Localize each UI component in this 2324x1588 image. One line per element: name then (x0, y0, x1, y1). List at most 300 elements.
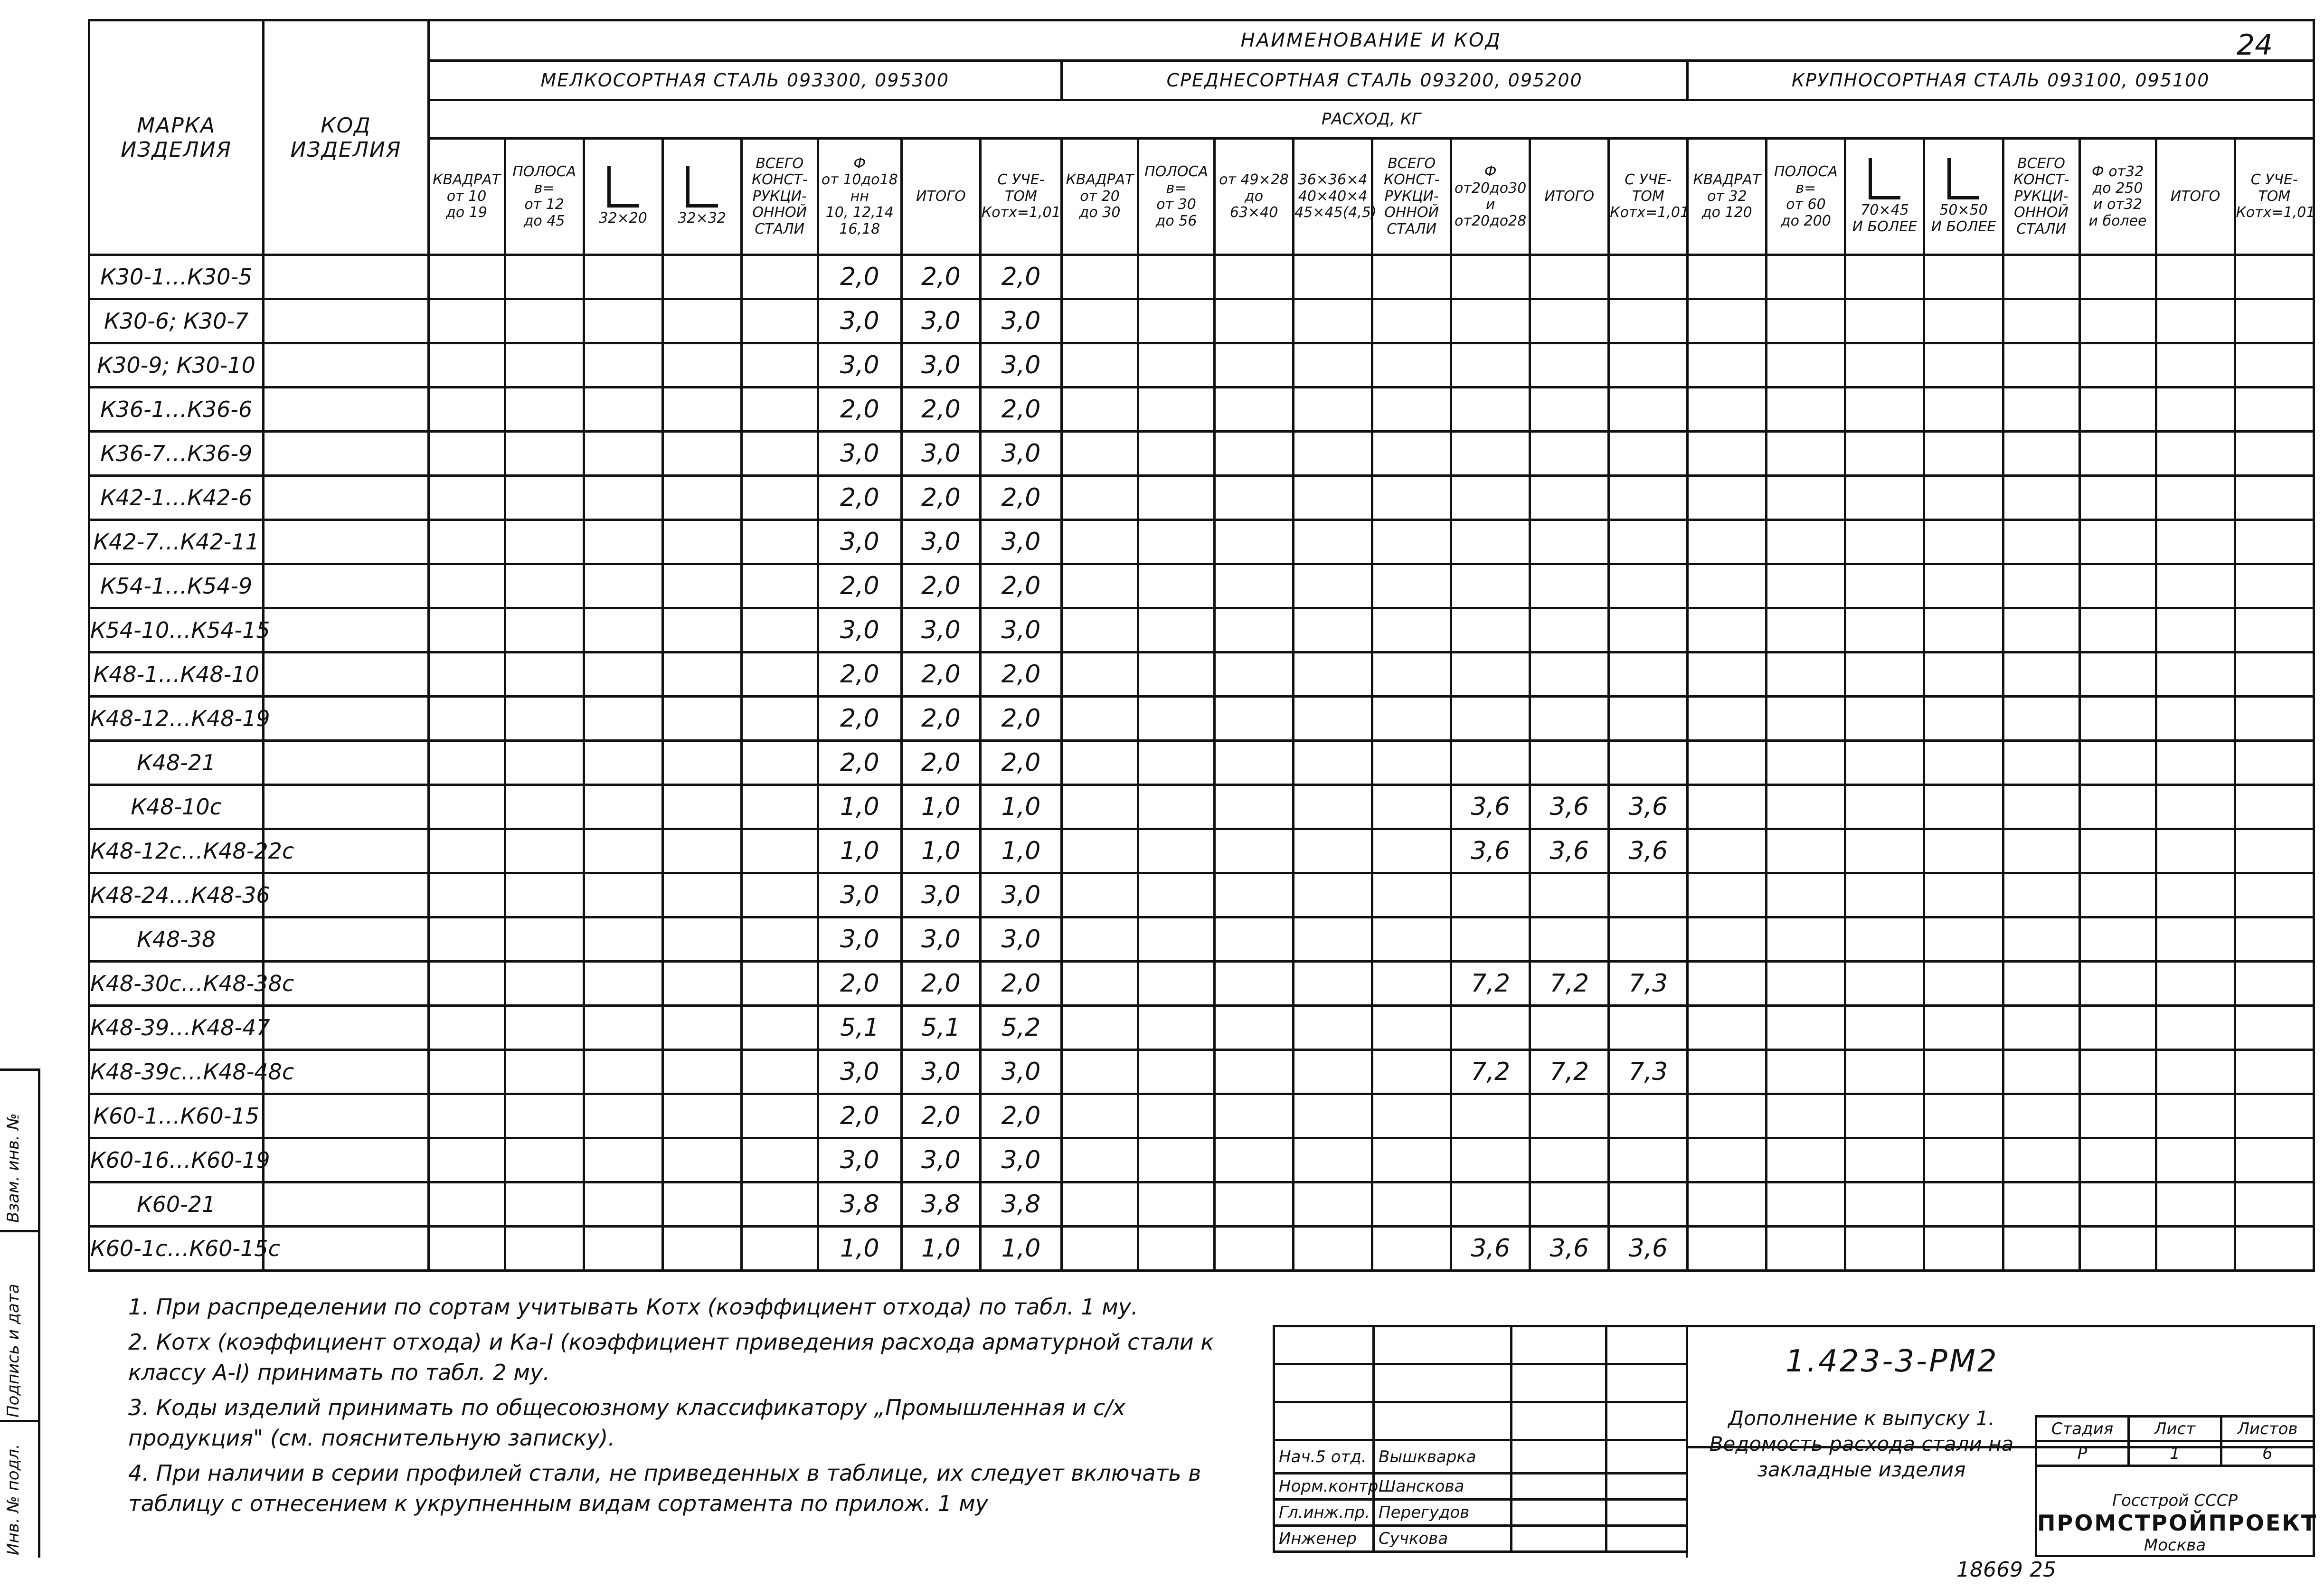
value-cell (1688, 608, 1767, 652)
value-cell: 2,0 (980, 741, 1061, 785)
mark-cell: К48-10с (89, 785, 264, 829)
value-cell (1138, 1138, 1215, 1182)
value-cell (1138, 432, 1215, 476)
value-cell: 2,0 (901, 1094, 980, 1138)
value-cell: 1,0 (901, 829, 980, 873)
role-1: Нач.5 отд. (1274, 1440, 1374, 1474)
value-cell (1924, 388, 2003, 432)
value-cell (1215, 432, 1294, 476)
value-cell (505, 1182, 584, 1227)
value-cell (1138, 388, 1215, 432)
value-cell (1530, 1094, 1609, 1138)
value-cell (2003, 1227, 2079, 1271)
value-cell (1294, 299, 1372, 343)
value-cell (428, 962, 505, 1006)
angle-profile-icon (1869, 158, 1900, 199)
value-cell (2235, 785, 2314, 829)
value-cell (584, 962, 662, 1006)
value-cell: 3,8 (901, 1182, 980, 1227)
table-row (89, 1050, 2314, 1094)
value-cell: 3,0 (901, 873, 980, 917)
value-cell: 3,0 (980, 343, 1061, 388)
value-cell: 2,0 (818, 652, 901, 697)
code-cell (264, 564, 428, 608)
value-cell (1530, 608, 1609, 652)
value-cell (1845, 476, 1924, 520)
value-cell (662, 1182, 741, 1227)
code-cell (264, 1138, 428, 1182)
value-cell (1215, 343, 1294, 388)
value-cell (662, 917, 741, 962)
value-cell (1845, 962, 1924, 1006)
value-cell: 1,0 (901, 785, 980, 829)
value-cell (2079, 873, 2156, 917)
value-cell (584, 255, 662, 299)
value-cell (2235, 520, 2314, 564)
value-cell (2079, 829, 2156, 873)
value-cell: 3,0 (980, 608, 1061, 652)
value-cell (1845, 1094, 1924, 1138)
column-header-24: С УЧЕ- ТОМ Котх=1,01 (2235, 139, 2314, 255)
value-cell (428, 432, 505, 476)
value-cell (584, 388, 662, 432)
value-cell (1530, 1138, 1609, 1182)
value-cell (1924, 917, 2003, 962)
value-cell (1138, 520, 1215, 564)
value-cell: 2,0 (980, 1094, 1061, 1138)
name-and-code-header: НАИМЕНОВАНИЕ И КОД (428, 20, 2314, 61)
value-cell (1767, 608, 1845, 652)
name-1: Вышкварка (1374, 1440, 1512, 1474)
value-cell (1845, 1227, 1924, 1271)
value-cell (2003, 652, 2079, 697)
column-header-1: КВАДРАТ от 10 до 19 (428, 139, 505, 255)
value-cell (2079, 255, 2156, 299)
value-cell (1062, 1182, 1138, 1227)
code-cell (264, 476, 428, 520)
value-cell (1767, 962, 1845, 1006)
value-cell (1294, 1006, 1372, 1050)
notes-block (128, 1292, 1258, 1523)
consumption-header: РАСХОД, КГ (428, 100, 2314, 139)
name-4: Сучкова (1374, 1526, 1512, 1552)
value-cell (1372, 299, 1451, 343)
value-cell: 1,0 (818, 829, 901, 873)
value-cell (1215, 1006, 1294, 1050)
value-cell (1215, 785, 1294, 829)
value-cell (1138, 1006, 1215, 1050)
mark-cell: К30-6; К30-7 (89, 299, 264, 343)
value-cell (2003, 343, 2079, 388)
value-cell (1294, 564, 1372, 608)
value-cell (2079, 564, 2156, 608)
value-cell (741, 476, 818, 520)
value-cell (1062, 829, 1138, 873)
value-cell (584, 343, 662, 388)
table-row (89, 564, 2314, 608)
value-cell (662, 1227, 741, 1271)
value-cell (741, 1138, 818, 1182)
value-cell (2079, 343, 2156, 388)
value-cell (505, 962, 584, 1006)
column-header-9: КВАДРАТ от 20 до 30 (1062, 139, 1138, 255)
value-cell (1062, 564, 1138, 608)
value-cell (1451, 476, 1530, 520)
value-cell (1924, 520, 2003, 564)
value-cell: 3,0 (980, 299, 1061, 343)
column-header-11: от 49×28 до 63×40 (1215, 139, 1294, 255)
page-corner-number: 24 (2237, 28, 2273, 62)
value-cell (2079, 1050, 2156, 1094)
value-cell (1138, 785, 1215, 829)
value-cell: 3,6 (1530, 829, 1609, 873)
value-cell (1530, 388, 1609, 432)
value-cell (2156, 785, 2235, 829)
value-cell: 7,2 (1530, 962, 1609, 1006)
value-cell (1451, 652, 1530, 697)
code-cell (264, 697, 428, 741)
table-row (89, 1227, 2314, 1271)
value-cell (2235, 917, 2314, 962)
value-cell (1688, 1050, 1767, 1094)
value-cell (1138, 873, 1215, 917)
mark-cell: К48-12…К48-19 (89, 697, 264, 741)
value-cell (2003, 564, 2079, 608)
value-cell (2235, 741, 2314, 785)
value-cell: 2,0 (818, 697, 901, 741)
value-cell (1688, 520, 1767, 564)
value-cell (1138, 829, 1215, 873)
value-cell (1062, 917, 1138, 962)
value-cell: 3,0 (980, 917, 1061, 962)
value-cell (1530, 343, 1609, 388)
value-cell (1451, 343, 1530, 388)
value-cell (1062, 343, 1138, 388)
table-row (89, 829, 2314, 873)
value-cell (1530, 873, 1609, 917)
value-cell (1372, 608, 1451, 652)
value-cell (428, 829, 505, 873)
value-cell (1767, 564, 1845, 608)
value-cell (2235, 962, 2314, 1006)
value-cell (1609, 741, 1688, 785)
value-cell: 3,0 (901, 520, 980, 564)
value-cell (428, 917, 505, 962)
value-cell (741, 432, 818, 476)
value-cell (2156, 476, 2235, 520)
value-cell (741, 299, 818, 343)
value-cell (505, 1138, 584, 1182)
value-cell (428, 255, 505, 299)
value-cell: 1,0 (980, 829, 1061, 873)
side-label-substitute: Взам. инв. № (4, 1113, 23, 1223)
value-cell (2235, 652, 2314, 697)
value-cell (2235, 608, 2314, 652)
value-cell (1767, 1227, 1845, 1271)
value-cell (1767, 1006, 1845, 1050)
value-cell: 5,1 (901, 1006, 980, 1050)
value-cell (1294, 520, 1372, 564)
value-cell (2003, 697, 2079, 741)
value-cell (1845, 255, 1924, 299)
code-cell (264, 343, 428, 388)
value-cell: 3,0 (818, 873, 901, 917)
value-cell (1924, 873, 2003, 917)
code-cell (264, 873, 428, 917)
value-cell (2003, 520, 2079, 564)
value-cell (741, 1006, 818, 1050)
side-label-inventory: Инв. № подл. (4, 1444, 23, 1555)
value-cell (1924, 652, 2003, 697)
value-cell (662, 652, 741, 697)
value-cell (1062, 1050, 1138, 1094)
value-cell (428, 785, 505, 829)
value-cell (2235, 343, 2314, 388)
value-cell (1609, 255, 1688, 299)
value-cell (505, 1227, 584, 1271)
code-cell (264, 1182, 428, 1227)
value-cell: 2,0 (980, 564, 1061, 608)
value-cell (2079, 785, 2156, 829)
value-cell (1845, 520, 1924, 564)
code-cell (264, 917, 428, 962)
column-header-2: ПОЛОСА в= от 12 до 45 (505, 139, 584, 255)
value-cell: 3,0 (818, 608, 901, 652)
sheet-label: Лист (2129, 1417, 2221, 1441)
column-header-5: ВСЕГО КОНСТ- РУКЦИ- ОННОЙ СТАЛИ (741, 139, 818, 255)
value-cell (1294, 652, 1372, 697)
mark-header: МАРКА ИЗДЕЛИЯ (89, 20, 264, 255)
mark-cell: К60-1…К60-15 (89, 1094, 264, 1138)
value-cell (662, 829, 741, 873)
value-cell (1688, 255, 1767, 299)
value-cell (1372, 873, 1451, 917)
value-cell (1215, 1050, 1294, 1094)
value-cell (2079, 299, 2156, 343)
value-cell (584, 741, 662, 785)
value-cell (1451, 520, 1530, 564)
value-cell (1609, 520, 1688, 564)
value-cell: 5,2 (980, 1006, 1061, 1050)
value-cell (1215, 652, 1294, 697)
value-cell (741, 255, 818, 299)
value-cell (584, 1227, 662, 1271)
value-cell (1530, 255, 1609, 299)
value-cell (1924, 1138, 2003, 1182)
value-cell: 3,0 (818, 520, 901, 564)
table-row (89, 520, 2314, 564)
table-row (89, 1006, 2314, 1050)
value-cell (1451, 1138, 1530, 1182)
value-cell (584, 520, 662, 564)
organization-block (2037, 1491, 2318, 1555)
value-cell (1609, 697, 1688, 741)
value-cell (1294, 873, 1372, 917)
column-header-23: ИТОГО (2156, 139, 2235, 255)
value-cell (584, 1050, 662, 1094)
value-cell (1530, 476, 1609, 520)
value-cell (1215, 741, 1294, 785)
value-cell (2156, 343, 2235, 388)
value-cell (1372, 1006, 1451, 1050)
mark-cell: К60-1с…К60-15с (89, 1227, 264, 1271)
value-cell: 5,1 (818, 1006, 901, 1050)
table-row (89, 652, 2314, 697)
value-cell: 3,0 (980, 1138, 1061, 1182)
value-cell (505, 520, 584, 564)
value-cell: 3,0 (818, 299, 901, 343)
value-cell (1845, 652, 1924, 697)
value-cell (2079, 388, 2156, 432)
code-cell (264, 388, 428, 432)
value-cell (1767, 873, 1845, 917)
value-cell (2003, 299, 2079, 343)
table-row (89, 299, 2314, 343)
value-cell (1845, 1182, 1924, 1227)
value-cell (2003, 785, 2079, 829)
value-cell (1767, 343, 1845, 388)
value-cell (1372, 1227, 1451, 1271)
value-cell: 1,0 (901, 1227, 980, 1271)
table-row (89, 432, 2314, 476)
archive-number: 18669 25 (1956, 1558, 2056, 1582)
column-header-12: 36×36×4 40×40×4 45×45(4,5) (1294, 139, 1372, 255)
angle-profile-icon (607, 166, 639, 208)
value-cell (741, 741, 818, 785)
value-cell (1138, 255, 1215, 299)
value-cell (1451, 873, 1530, 917)
value-cell (428, 652, 505, 697)
value-cell: 3,0 (818, 1138, 901, 1182)
value-cell (1688, 962, 1767, 1006)
value-cell (1372, 785, 1451, 829)
value-cell (428, 1006, 505, 1050)
value-cell (1294, 1182, 1372, 1227)
mark-cell: К42-1…К42-6 (89, 476, 264, 520)
value-cell (1062, 1094, 1138, 1138)
value-cell (584, 1006, 662, 1050)
code-cell (264, 255, 428, 299)
value-cell (1609, 917, 1688, 962)
value-cell (1924, 299, 2003, 343)
value-cell (1688, 564, 1767, 608)
value-cell (2156, 873, 2235, 917)
steel-consumption-table (88, 19, 2315, 1272)
value-cell (1688, 1227, 1767, 1271)
value-cell: 7,2 (1530, 1050, 1609, 1094)
table-row (89, 697, 2314, 741)
value-cell (1924, 1050, 2003, 1094)
value-cell: 2,0 (901, 564, 980, 608)
table-row (89, 917, 2314, 962)
value-cell (741, 520, 818, 564)
value-cell (1294, 962, 1372, 1006)
value-cell (2003, 741, 2079, 785)
small-steel-header: МЕЛКОСОРТНАЯ СТАЛЬ 093300, 095300 (428, 61, 1061, 100)
value-cell (584, 785, 662, 829)
sheet-value: 1 (2129, 1441, 2221, 1466)
value-cell (1372, 343, 1451, 388)
value-cell (662, 476, 741, 520)
code-cell (264, 1094, 428, 1138)
value-cell (2003, 1138, 2079, 1182)
value-cell (1372, 1050, 1451, 1094)
value-cell (2235, 1094, 2314, 1138)
value-cell (1062, 476, 1138, 520)
value-cell (505, 476, 584, 520)
value-cell (1767, 741, 1845, 785)
value-cell (1845, 564, 1924, 608)
value-cell (1845, 1050, 1924, 1094)
value-cell (1372, 1138, 1451, 1182)
value-cell (1215, 829, 1294, 873)
value-cell: 2,0 (818, 564, 901, 608)
value-cell (2079, 1006, 2156, 1050)
value-cell (2079, 476, 2156, 520)
value-cell (1924, 1227, 2003, 1271)
value-cell (1215, 255, 1294, 299)
table-row (89, 873, 2314, 917)
value-cell (1767, 652, 1845, 697)
value-cell (1530, 564, 1609, 608)
value-cell (1609, 299, 1688, 343)
value-cell (662, 962, 741, 1006)
value-cell (1062, 1138, 1138, 1182)
value-cell (2079, 1182, 2156, 1227)
value-cell (1451, 564, 1530, 608)
value-cell (662, 1138, 741, 1182)
value-cell (505, 564, 584, 608)
value-cell: 3,6 (1609, 829, 1688, 873)
value-cell (1062, 1227, 1138, 1271)
value-cell (1138, 1182, 1215, 1227)
value-cell (2079, 697, 2156, 741)
angle-size-label: 32×20 (599, 210, 647, 227)
note-4: 4. При наличии в серии профилей стали, не приведенных в таблице, их следует включать в таблицу с отнесением к укрупненным видам сортамента по прилож. 1 му (128, 1460, 1201, 1516)
mark-cell: К48-39с…К48-48с (89, 1050, 264, 1094)
stage-value: Р (2036, 1441, 2129, 1466)
value-cell (741, 829, 818, 873)
sheets-label: Листов (2221, 1417, 2314, 1441)
value-cell (1530, 520, 1609, 564)
mark-cell: К30-1…К30-5 (89, 255, 264, 299)
value-cell (1924, 255, 2003, 299)
value-cell: 2,0 (980, 255, 1061, 299)
value-cell (1062, 741, 1138, 785)
value-cell (2079, 1094, 2156, 1138)
column-header-7: ИТОГО (901, 139, 980, 255)
value-cell (1688, 1182, 1767, 1227)
role-4: Инженер (1274, 1526, 1374, 1552)
value-cell (1138, 564, 1215, 608)
value-cell (1845, 388, 1924, 432)
value-cell (2003, 255, 2079, 299)
value-cell: 2,0 (980, 962, 1061, 1006)
value-cell (1845, 873, 1924, 917)
value-cell (662, 873, 741, 917)
medium-steel-header: СРЕДНЕСОРТНАЯ СТАЛЬ 093200, 095200 (1062, 61, 1688, 100)
mark-cell: К48-24…К48-36 (89, 873, 264, 917)
value-cell (1609, 1094, 1688, 1138)
value-cell (1294, 917, 1372, 962)
value-cell (584, 1094, 662, 1138)
value-cell (1062, 432, 1138, 476)
column-header-8: С УЧЕ- ТОМ Котх=1,01 (980, 139, 1061, 255)
value-cell (1294, 255, 1372, 299)
mark-cell: К48-38 (89, 917, 264, 962)
value-cell (1451, 1006, 1530, 1050)
value-cell (1215, 917, 1294, 962)
